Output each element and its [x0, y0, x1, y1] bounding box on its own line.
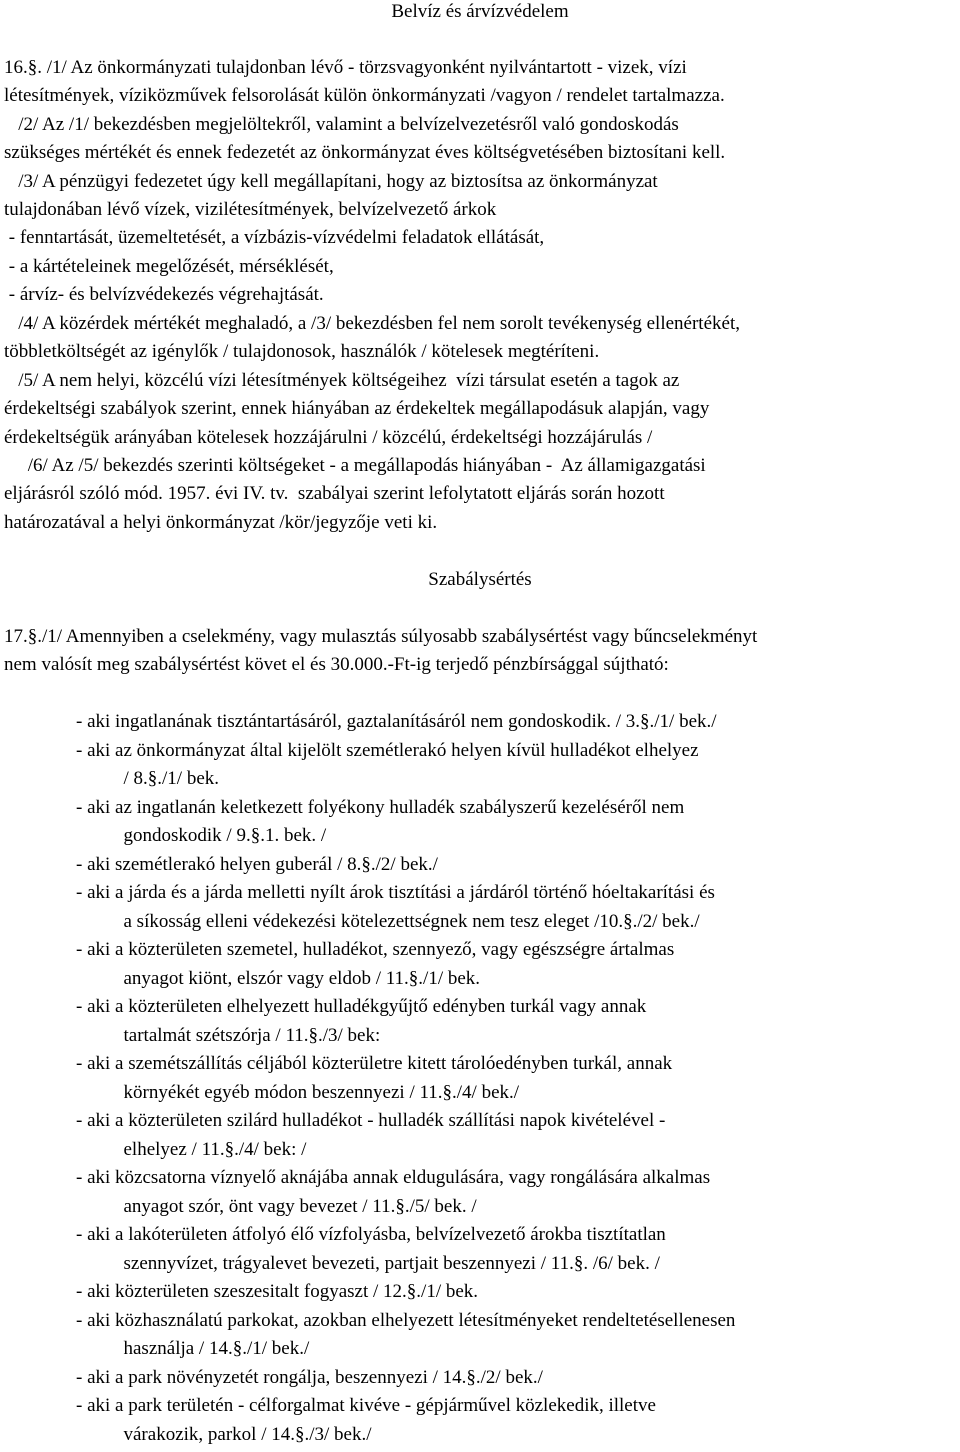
paragraph-line: /3/ A pénzügyi fedezetet úgy kell megállapítani, hogy az biztosítsa az önkormányzat	[4, 171, 658, 192]
paragraph-line: tulajdonában lévő vízek, vizilétesítmények, belvízelvezető árkok	[4, 199, 497, 220]
paragraph-line: érdekeltségük arányában kötelesek hozzájárulni / közcélú, érdekeltségi hozzájárulás /	[4, 427, 653, 448]
paragraph-line: - fenntartását, üzemeltetését, a vízbázis-vízvédelmi feladatok ellátását,	[4, 227, 545, 248]
list-item: - aki a lakóterületen átfolyó élő vízfolyásba, belvízelvezető árokba tisztítatlan	[76, 1224, 666, 1245]
paragraph-line: 17.§./1/ Amennyiben a cselekmény, vagy mulasztás súlyosabb szabálysértést vagy bűncselekményt	[4, 626, 758, 647]
paragraph-line: érdekeltségi szabályok szerint, ennek hiányában az érdekeltek megállapodásuk alapján, vagy	[4, 398, 710, 419]
paragraph-line: - árvíz- és belvízvédekezés végrehajtását.	[4, 284, 324, 305]
list-item: a síkosság elleni védekezési kötelezettségnek nem tesz eleget /10.§./2/ bek./	[76, 911, 700, 932]
list-item: használja / 14.§./1/ bek./	[76, 1338, 310, 1359]
list-item: - aki a közterületen szemetel, hulladékot, szennyező, vagy egészségre ártalmas	[76, 939, 675, 960]
list-item: - aki közhasználatú parkokat, azokban elhelyezett létesítményeket rendeltetésellenesen	[76, 1310, 736, 1331]
list-item: - aki a park növényzetét rongálja, beszennyezi / 14.§./2/ bek./	[76, 1367, 543, 1388]
list-item: - aki a járda és a járda melletti nyílt árok tisztítási a járdáról történő hóeltakarítási és	[76, 882, 715, 903]
paragraph-line: nem valósít meg szabálysértést követ el és 30.000.-Ft-ig terjedő pénzbírsággal sújtható:	[4, 654, 669, 675]
section-title-belviz: Belvíz és árvízvédelem	[391, 1, 569, 22]
list-item: gondoskodik / 9.§.1. bek. /	[76, 825, 327, 846]
list-item: - aki közcsatorna víznyelő aknájába annak eldugulására, vagy rongálására alkalmas	[76, 1167, 711, 1188]
list-item: - aki szemétlerakó helyen guberál / 8.§./2/ bek./	[76, 854, 438, 875]
list-item: - aki az ingatlanán keletkezett folyékony hulladék szabályszerű kezeléséről nem	[76, 797, 685, 818]
list-item: szennyvízet, trágyalevet bevezeti, partjait beszennyezi / 11.§. /6/ bek. /	[76, 1253, 660, 1274]
paragraph-line: /6/ Az /5/ bekezdés szerinti költségeket - a megállapodás hiányában - Az államigazgatási	[4, 455, 706, 476]
list-item: környékét egyéb módon beszennyezi / 11.§./4/ bek./	[76, 1082, 520, 1103]
list-item: - aki a park területén - célforgalmat kivéve - gépjárművel közlekedik, illetve	[76, 1395, 656, 1416]
list-item: / 8.§./1/ bek.	[76, 768, 220, 789]
list-item: - aki a közterületen elhelyezett hulladékgyűjtő edényben turkál vagy annak	[76, 996, 647, 1017]
paragraph-line: többletköltségét az igénylők / tulajdonosok, használók / kötelesek megtéríteni.	[4, 341, 600, 362]
paragraph-line: - a kártételeinek megelőzését, mérséklését,	[4, 256, 334, 277]
list-item: - aki a szemétszállítás céljából közterületre kitett tárolóedényben turkál, annak	[76, 1053, 673, 1074]
paragraph-line: /4/ A közérdek mértékét meghaladó, a /3/ bekezdésben fel nem sorolt tevékenység ellenértékét,	[4, 313, 740, 334]
paragraph-line: eljárásról szóló mód. 1957. évi IV. tv. szabályai szerint lefolytatott eljárás során hozott	[4, 483, 665, 504]
list-item: várakozik, parkol / 14.§./3/ bek./	[76, 1424, 372, 1445]
list-item: anyagot szór, önt vagy bevezet / 11.§./5/ bek. /	[76, 1196, 477, 1217]
paragraph-line: 16.§. /1/ Az önkormányzati tulajdonban lévő - törzsvagyonként nyilvántartott - vizek, vízi	[4, 57, 687, 78]
list-item: - aki az önkormányzat által kijelölt szemétlerakó helyen kívül hulladékot elhelyez	[76, 740, 699, 761]
list-item: - aki közterületen szeszesitalt fogyaszt / 12.§./1/ bek.	[76, 1281, 479, 1302]
list-item: tartalmát szétszórja / 11.§./3/ bek:	[76, 1025, 381, 1046]
paragraph-line: /2/ Az /1/ bekezdésben megjelöltekről, valamint a belvízelvezetésről való gondoskodás	[4, 114, 679, 135]
list-item: elhelyez / 11.§./4/ bek: /	[76, 1139, 307, 1160]
section-title-szabalysertes: Szabálysértés	[428, 569, 532, 590]
list-item: - aki ingatlanának tisztántartásáról, gaztalanításáról nem gondoskodik. / 3.§./1/ bek./	[76, 711, 717, 732]
paragraph-line: határozatával a helyi önkormányzat /kör/jegyzője veti ki.	[4, 512, 438, 533]
list-item: anyagot kiönt, elszór vagy eldob / 11.§./1/ bek.	[76, 968, 481, 989]
paragraph-line: létesítmények, víziközművek felsorolását külön önkormányzati /vagyon / rendelet tartalmazza.	[4, 85, 725, 106]
paragraph-line: /5/ A nem helyi, közcélú vízi létesítmények költségeihez vízi társulat esetén a tagok az	[4, 370, 680, 391]
paragraph-line: szükséges mértékét és ennek fedezetét az önkormányzat éves költségvetésében biztosítani kell.	[4, 142, 726, 163]
list-item: - aki a közterületen szilárd hulladékot - hulladék szállítási napok kivételével -	[76, 1110, 666, 1131]
